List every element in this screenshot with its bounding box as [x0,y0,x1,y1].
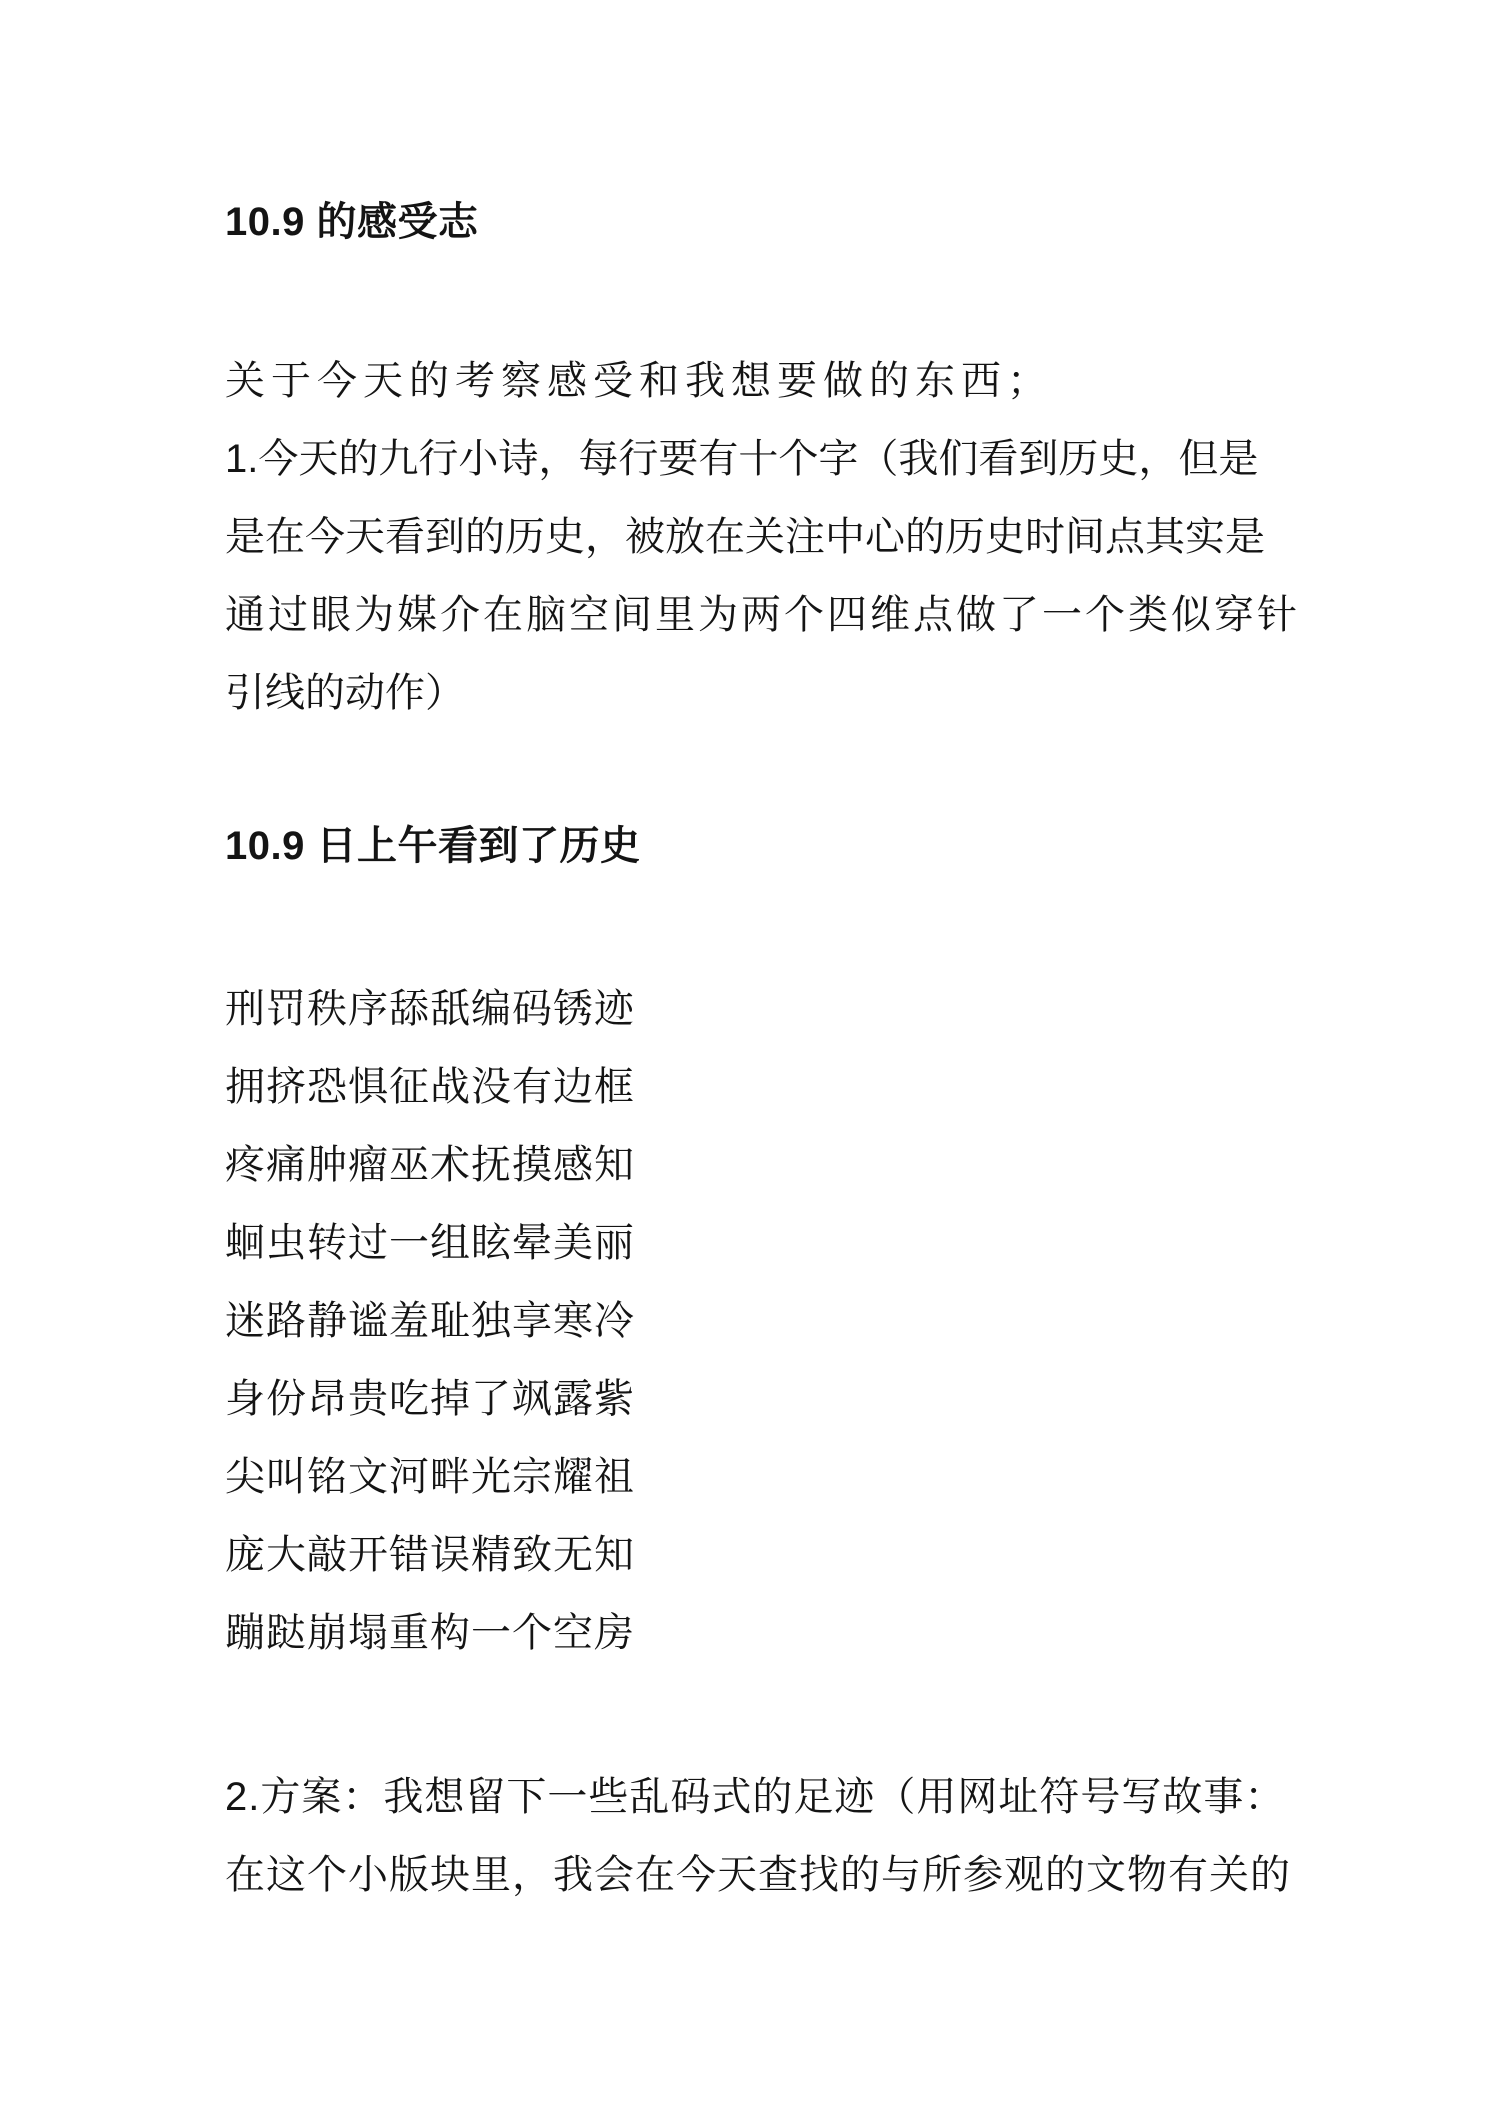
poem-line: 刑罚秩序舔舐编码锈迹 [225,987,635,1031]
paragraph-line: 2.方案：我想留下一些乱码式的足迹（用网址符号写故事： [225,1775,1286,1819]
poem-line: 蹦跶崩塌重构一个空房 [225,1611,635,1655]
poem-line: 迷路静谧羞耻独享寒冷 [225,1299,635,1343]
paragraph-line: 在这个小版块里，我会在今天查找的与所参观的文物有关的 [225,1853,1291,1897]
poem-line: 拥挤恐惧征战没有边框 [225,1065,635,1109]
document-content [225,0,1300,1914]
poem-line: 身份昂贵吃掉了飒露紫 [225,1377,635,1421]
poem-line: 尖叫铭文河畔光宗耀祖 [225,1455,635,1499]
paragraph-plan-2 [225,1758,1291,1914]
poem-block [225,970,1277,1672]
paragraph-plan-1 [225,420,1300,732]
paragraph-line: 是在今天看到的历史，被放在关注中心的历史时间点其实是 [225,515,1265,559]
paragraph-line: 通过眼为媒介在脑空间里为两个四维点做了一个类似穿针 [225,593,1300,637]
poem-line: 蛔虫转过一组眩晕美丽 [225,1221,635,1265]
section-heading: 10.9 日上午看到了历史 [225,824,641,868]
paragraph-line: 引线的动作） [225,671,465,715]
document-title: 10.9 的感受志 [225,200,479,244]
intro-line: 关于今天的考察感受和我想要做的东西； [225,359,1053,403]
paragraph-line: 1.今天的九行小诗，每行要有十个字（我们看到历史，但是 [225,437,1259,481]
poem-line: 庞大敲开错误精致无知 [225,1533,635,1577]
poem-line: 疼痛肿瘤巫术抚摸感知 [225,1143,635,1187]
